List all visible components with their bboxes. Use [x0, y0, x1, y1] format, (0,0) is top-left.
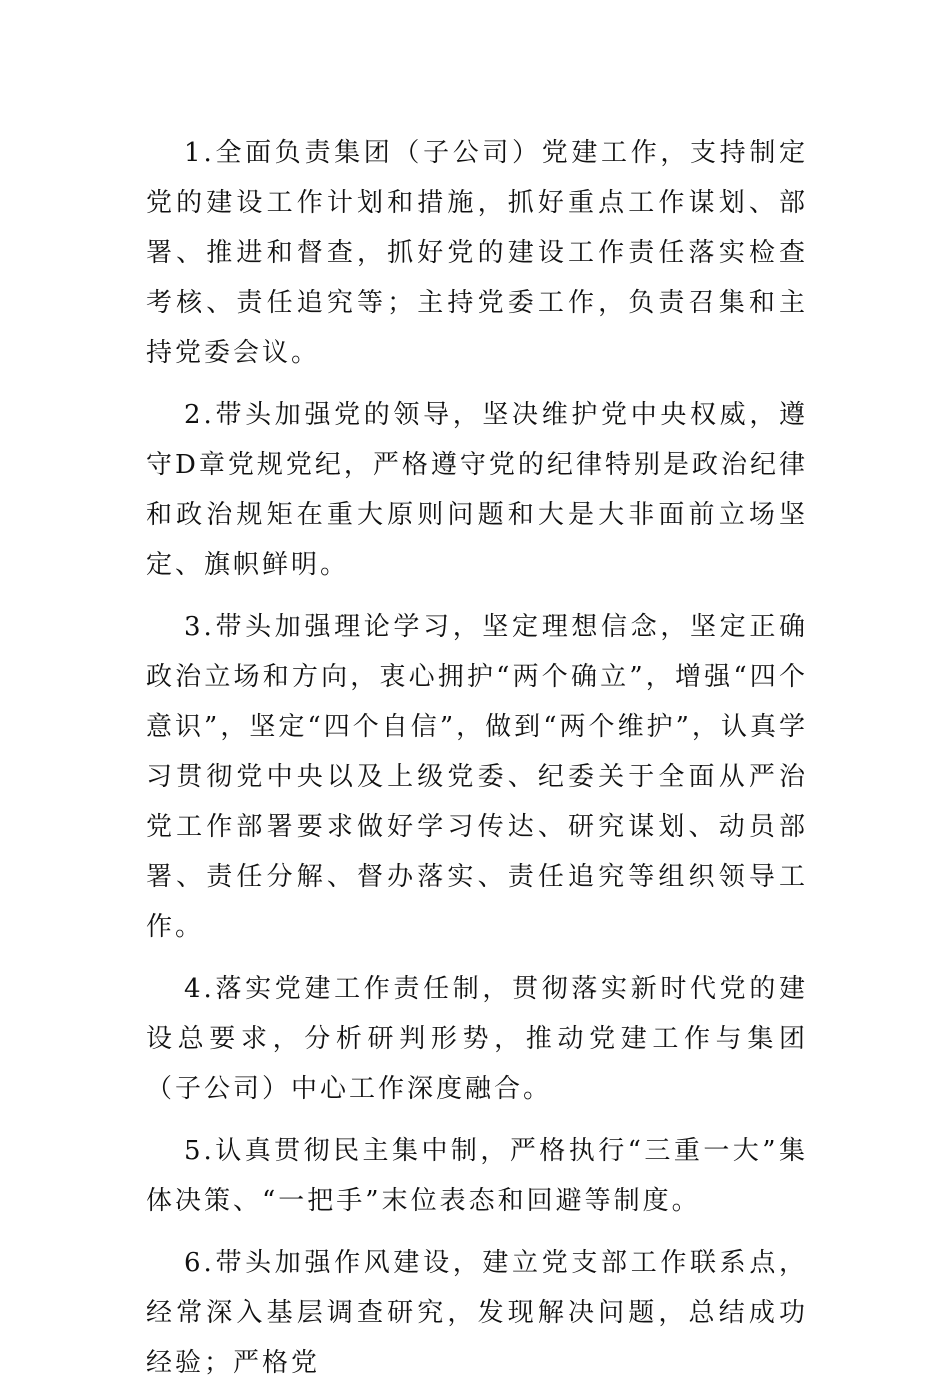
paragraph-4: 4.落实党建工作责任制，贯彻落实新时代党的建设总要求，分析研判形势，推动党建工作与集团（子公司）中心工作深度融合。 [146, 974, 808, 1104]
paragraph-3: 3.带头加强理论学习，坚定理想信念，坚定正确政治立场和方向，衷心拥护“两个确立”，增强“四个意识”，坚定“四个自信”，做到“两个维护”，认真学习贯彻党中央以及上级党委、纪委关于全面从严治党工作部署要求做好学习传达、研究谋划、动员部署、责任分解、督办落实、责任追究等组织领导工作。 [146, 612, 808, 942]
document-body [146, 128, 808, 1400]
paragraph-2: 2.带头加强党的领导，坚决维护党中央权威，遵守D章党规党纪，严格遵守党的纪律特别是政治纪律和政治规矩在重大原则问题和大是大非面前立场坚定、旗帜鲜明。 [146, 400, 808, 580]
paragraph-6: 6.带头加强作风建设，建立党支部工作联系点，经常深入基层调查研究，发现解决问题，总结成功经验；严格党 [146, 1248, 808, 1378]
paragraph-1: 1.全面负责集团（子公司）党建工作，支持制定党的建设工作计划和措施，抓好重点工作谋划、部署、推进和督查，抓好党的建设工作责任落实检查考核、责任追究等；主持党委工作，负责召集和主持党委会议。 [146, 138, 808, 368]
paragraph-5: 5.认真贯彻民主集中制，严格执行“三重一大”集体决策、“一把手”末位表态和回避等制度。 [146, 1136, 808, 1216]
